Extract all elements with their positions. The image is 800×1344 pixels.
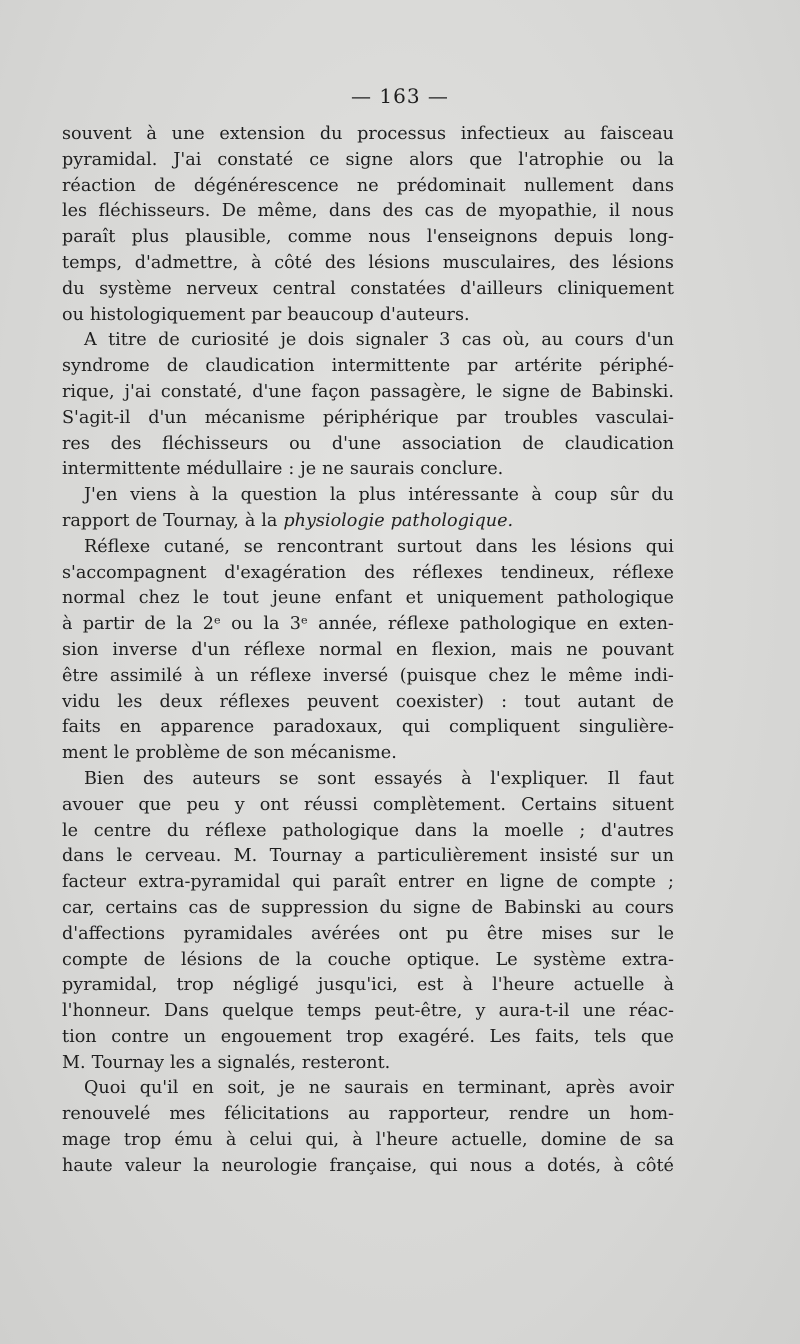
text-line: Réflexe cutané, se rencontrant surtout dans les lésions qui (84, 536, 674, 557)
text-line: rapport de Tournay, à la physiologie pathologique. (62, 510, 514, 531)
text-line: réaction de dégénérescence ne prédominait nullement dans (62, 175, 674, 196)
text-line: temps, d'admettre, à côté des lésions musculaires, des lésions (62, 252, 674, 273)
text-line: avouer que peu y ont réussi complètement. Certains situent (62, 794, 674, 815)
text-line: intermittente médullaire : je ne saurais conclure. (62, 459, 504, 480)
text-line: syndrome de claudication intermittente par artérite périphé- (62, 356, 674, 377)
text-line: sion inverse d'un réflexe normal en flexion, mais ne pouvant (62, 639, 674, 660)
text-line: souvent à une extension du processus infectieux au faisceau (62, 124, 674, 144)
text-line: J'en viens à la question la plus intéressante à coup sûr du (84, 485, 674, 506)
text-line: S'agit-il d'un mécanisme périphérique par troubles vasculai- (62, 407, 674, 428)
text-line: mage trop ému à celui qui, à l'heure actuelle, domine de sa (62, 1130, 674, 1151)
text-line: res des fléchisseurs ou d'une association de claudication (62, 433, 674, 454)
text-line: paraît plus plausible, comme nous l'enseignons depuis long- (62, 227, 674, 248)
text-line: Bien des auteurs se sont essayés à l'expliquer. Il faut (84, 768, 674, 789)
text-line: rique, j'ai constaté, d'une façon passagère, le signe de Babinski. (62, 381, 674, 402)
text-line: d'affections pyramidales avérées ont pu être mises sur le (62, 923, 674, 944)
text-line: ment le problème de son mécanisme. (62, 743, 397, 764)
text-line: le centre du réflexe pathologique dans la moelle ; d'autres (62, 820, 674, 841)
text-line: haute valeur la neurologie française, qui nous a dotés, à côté (62, 1155, 674, 1176)
text-line: dans le cerveau. M. Tournay a particulièrement insisté sur un (62, 846, 674, 867)
text-line: l'honneur. Dans quelque temps peut-être, y aura-t-il une réac- (62, 1001, 674, 1022)
text-line: du système nerveux central constatées d'ailleurs cliniquement (62, 278, 674, 299)
text-line: Quoi qu'il en soit, je ne saurais en terminant, après avoir (84, 1078, 674, 1099)
body-text (62, 122, 674, 1180)
text-line: compte de lésions de la couche optique. Le système extra- (62, 949, 674, 970)
text-line: être assimilé à un réflexe inversé (puisque chez le même indi- (62, 665, 674, 686)
text-line: s'accompagnent d'exagération des réflexes tendineux, réflexe (62, 562, 674, 583)
text-line: les fléchisseurs. De même, dans des cas de myopathie, il nous (62, 201, 674, 222)
text-line: tion contre un engouement trop exagéré. Les faits, tels que (62, 1026, 674, 1047)
text-line: pyramidal. J'ai constaté ce signe alors que l'atrophie ou la (62, 149, 674, 170)
page-number: — 163 — (351, 84, 449, 108)
text-line: pyramidal, trop négligé jusqu'ici, est à l'heure actuelle à (62, 975, 674, 996)
text-line: normal chez le tout jeune enfant et uniquement pathologique (62, 588, 674, 609)
text-line: à partir de la 2ᵉ ou la 3ᵉ année, réflexe pathologique en exten- (62, 614, 674, 635)
text-line: M. Tournay les a signalés, resteront. (62, 1052, 391, 1073)
text-line: facteur extra-pyramidal qui paraît entrer en ligne de compte ; (62, 872, 674, 893)
text-line: vidu les deux réflexes peuvent coexister) : tout autant de (62, 691, 674, 712)
text-line: renouvelé mes félicitations au rapporteur, rendre un hom- (62, 1104, 674, 1125)
text-line: ou histologiquement par beaucoup d'auteurs. (62, 304, 470, 325)
text-line: faits en apparence paradoxaux, qui compliquent singulière- (62, 717, 674, 738)
text-line: car, certains cas de suppression du signe de Babinski au cours (62, 897, 674, 918)
text-line: A titre de curiosité je dois signaler 3 cas où, au cours d'un (84, 330, 674, 351)
